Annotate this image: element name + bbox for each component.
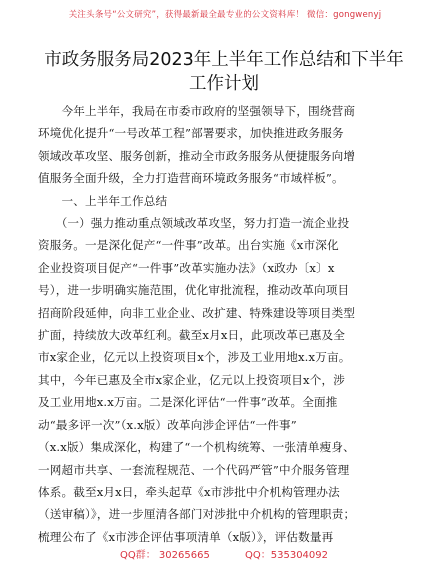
body-paragraph: （一）强力推动重点领域改革攻坚，努力打造一流企业投 资服务。一是深化促产“一件事”改革。出台实施《x市深化 企业投资项目促产“一件事”改革实施办法》（x政办〔x〕x 号），进一步明确实施范围，优化审批流程，推动改革向项目 招商阶段延伸，向非工业企业、改扩建、特殊建设等项目类型 扩面，持续放大改革红利。截至x月x日，此项改革已惠及全 市x家企业，亿元以上投资项目x个，涉及工业用地x.x万亩。 其中，今年已惠及全市x家企业，亿元以上投资项目x个，涉 及工业用地x.x万亩。二是深化评估“一件事”改革。全面推 动“最多评一次”（x.x版）改革向涉企评估“一件事” （x.x版）集成深化，构建了“一个机构统筹、一张清单瘦身、 一网超市共享、一套流程规范、一个代码严管”中介服务管理 体系。截至x月x日，牵头起草《x市涉批中介机构管理办法 （送审稿）》，进一步厘清各部门对涉批中介机构的管理职责； 梳理公布了《x市涉企评估事项清单（x版）》，评估数量再 (38, 216, 356, 544)
promo-banner: 关注头条号“公文研究”，获得最新最全最专业的公文资料库！ 微信：gongwenyj (68, 10, 382, 20)
qq-text: QQ：535304092 (245, 550, 329, 561)
section-heading: 一、上半年工作总结 (38, 193, 168, 208)
intro-paragraph: 今年上半年，我局在市委市政府的坚强领导下，围绕营商 环境优化提升“一号改革工程”部署要求，加快推进政务服务 领域改革攻坚、服务创新，推动全市政务服务从便捷服务向增 值服务全面升级，全力打造营商环境政务服务“市域样板”。 (38, 104, 356, 186)
qq-group-text: QQ群： 30265665 (119, 550, 210, 561)
footer-contact (0, 546, 448, 561)
document-body (38, 100, 408, 548)
document-title: 市政务服务局2023年上半年工作总结和下半年 工作计划 (44, 50, 404, 94)
